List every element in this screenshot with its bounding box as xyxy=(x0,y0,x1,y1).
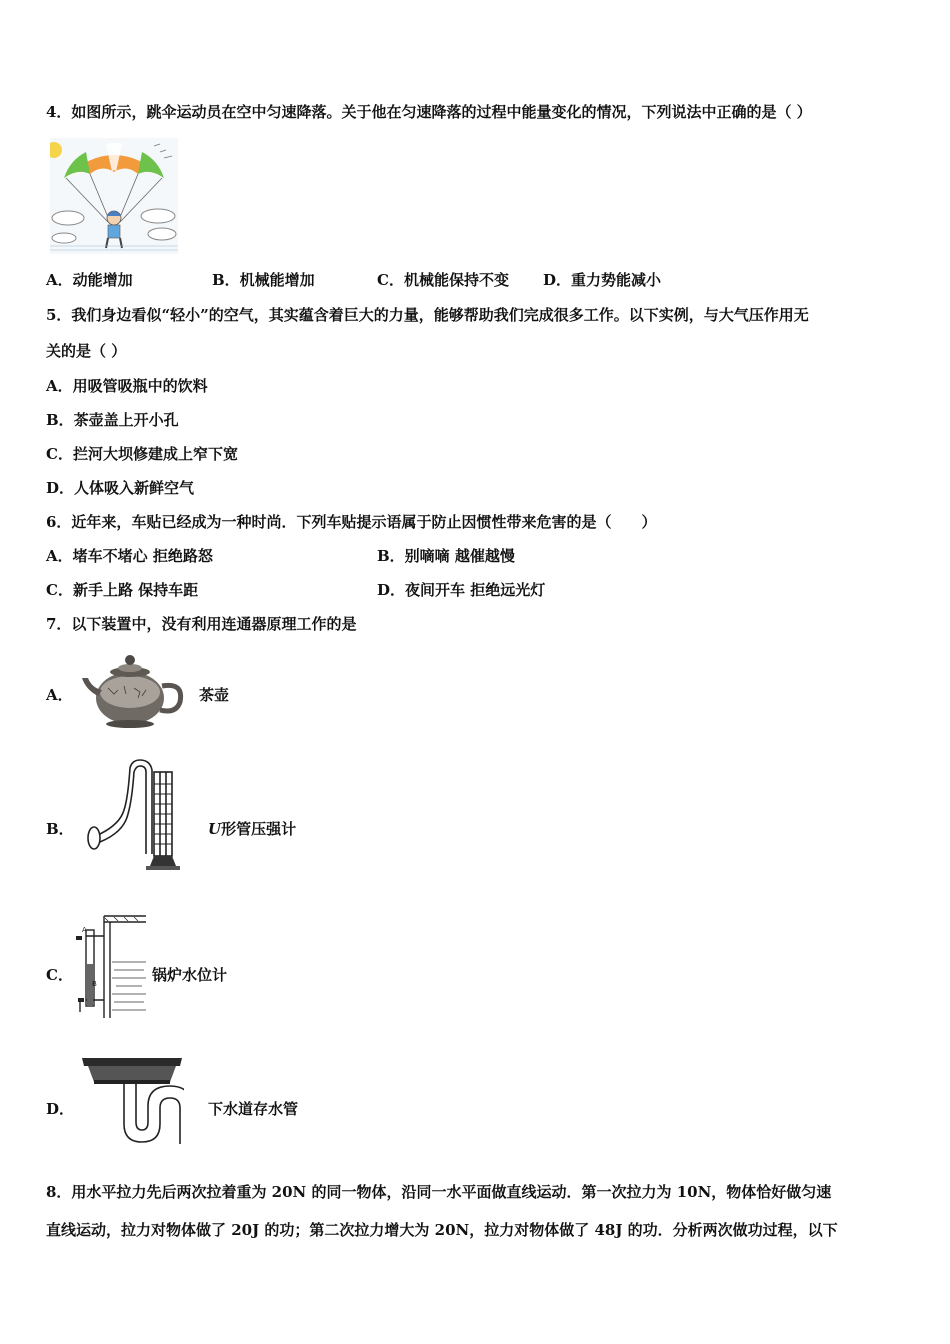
q4-option-d: D．重力势能减小 xyxy=(543,271,662,289)
q4-option-b: B．机械能增加 xyxy=(212,271,315,289)
q6-option-c: C．新手上路 保持车距 xyxy=(46,581,199,599)
u-tube-manometer-figure xyxy=(80,758,184,872)
q7-option-d-caption: 下水道存水管 xyxy=(208,1100,299,1118)
q5-option-b: B．茶壶盖上开小孔 xyxy=(46,411,179,429)
q7-option-d-letter: D． xyxy=(46,1100,75,1118)
q7-option-c-caption: 锅炉水位计 xyxy=(152,966,228,984)
q7-option-a-caption: 茶壶 xyxy=(199,686,230,704)
parachute-figure xyxy=(50,138,178,254)
q8-stem-line1: 8．用水平拉力先后两次拉着重为 20N 的同一物体，沿同一水平面做直线运动．第一次拉力为 10N，物体恰好做匀速 xyxy=(46,1183,832,1201)
q8-stem-line2: 直线运动，拉力对物体做了 20J 的功；第二次拉力增大为 20N，拉力对物体做了 48J 的功．分析两次做功过程，以下 xyxy=(46,1221,838,1239)
sink-trap-figure xyxy=(80,1054,184,1146)
q6-option-d: D．夜间开车 拒绝远光灯 xyxy=(377,581,546,599)
teapot-figure xyxy=(80,648,188,730)
q7-option-a-letter: A． xyxy=(46,686,73,704)
q6-option-b: B．别嘀嘀 越催越慢 xyxy=(377,547,515,565)
q5-stem-line2: 关的是（ ） xyxy=(46,342,127,360)
q5-stem-line1: 5．我们身边看似“轻小”的空气，其实蕴含着巨大的力量，能够帮助我们完成很多工作。以下实例，与大气压作用无 xyxy=(46,306,809,324)
q5-option-c: C．拦河大坝修建成上窄下宽 xyxy=(46,445,238,463)
gauge-label-b: B xyxy=(92,980,97,988)
q4-option-a: A．动能增加 xyxy=(46,271,133,289)
q7-option-b-caption-text: 形管压强计 xyxy=(221,820,297,838)
q4-option-c: C．机械能保持不变 xyxy=(377,271,509,289)
q7-stem: 7．以下装置中，没有利用连通器原理工作的是 xyxy=(46,615,357,633)
boiler-water-gauge-figure xyxy=(74,910,148,1022)
q5-option-d: D．人体吸入新鲜空气 xyxy=(46,479,195,497)
q7-option-b-caption-italic: U xyxy=(208,820,222,838)
q7-option-b-caption xyxy=(208,819,296,839)
q6-option-a: A．堵车不堵心 拒绝路怒 xyxy=(46,547,213,565)
q4-stem: 4．如图所示，跳伞运动员在空中匀速降落。关于他在匀速降落的过程中能量变化的情况，下列说法中正确的是（ ） xyxy=(46,103,812,121)
q5-option-a: A．用吸管吸瓶中的饮料 xyxy=(46,377,208,395)
q6-stem: 6．近年来，车贴已经成为一种时尚．下列车贴提示语属于防止因惯性带来危害的是（ ） xyxy=(46,513,657,531)
gauge-label-a: A xyxy=(82,926,87,934)
q7-option-b-letter: B． xyxy=(46,820,74,838)
q7-option-c-letter: C． xyxy=(46,966,73,984)
